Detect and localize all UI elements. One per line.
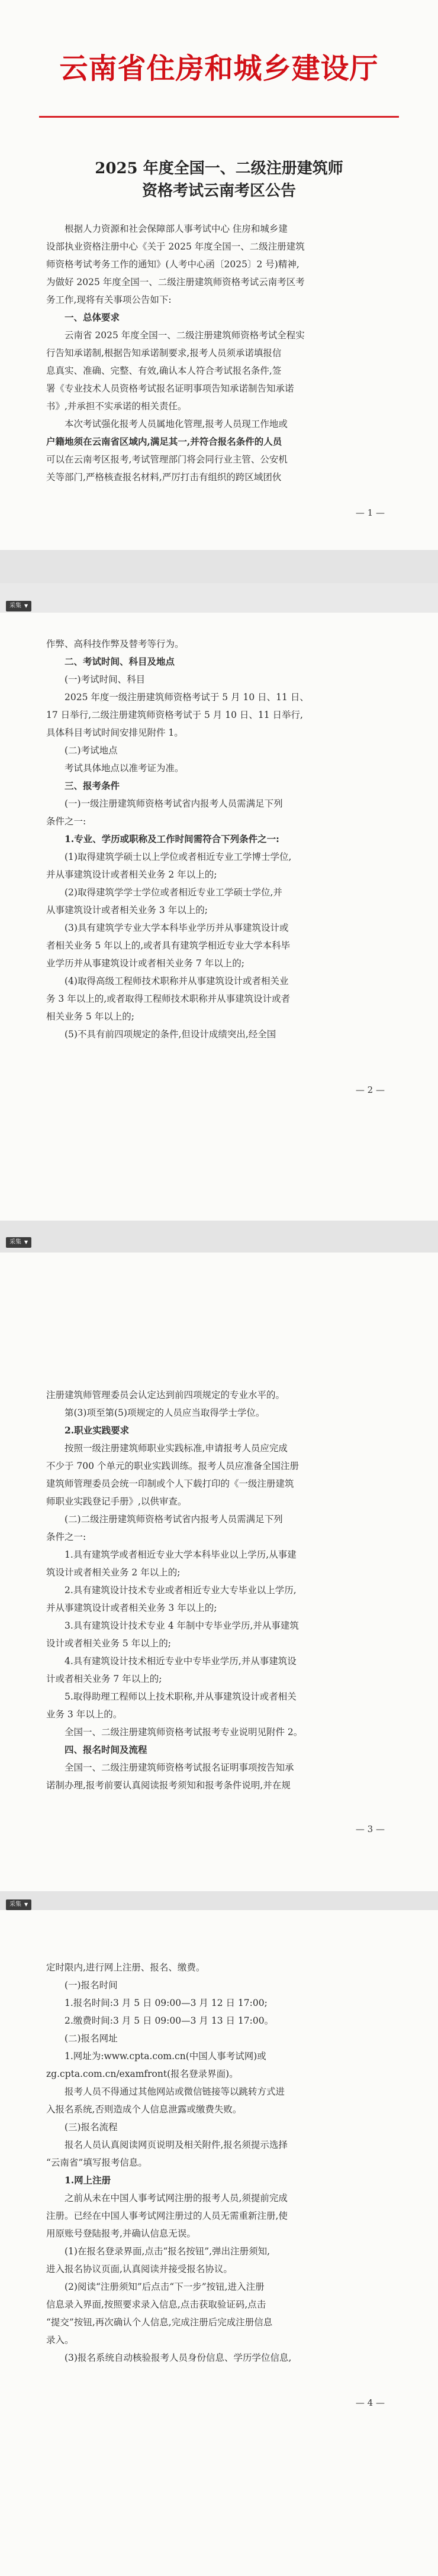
section-heading: 三、报考条件 [65, 780, 120, 791]
text-line: 录入。 [46, 2335, 74, 2345]
caret-down-icon: ▼ [24, 1902, 28, 1907]
text-line: (二)报名网址 [65, 2033, 118, 2044]
collect-button[interactable] [6, 601, 31, 611]
text-line: 师资格考试考务工作的通知》(人考中心函〔2025〕2 号)精神, [46, 259, 299, 270]
text-line: 从事建筑设计或者相关业务 3 年以上的; [46, 905, 208, 915]
text-line: “云南省”填写报考信息。 [46, 2157, 147, 2168]
text-line: (3)具有建筑学专业大学本科毕业学历并从事建筑设计或 [65, 923, 289, 933]
text-line: 署《专业技术人员资格考试报名证明事项告知承诺制告知承诺 [46, 383, 294, 394]
text-line: 用原账号登陆报考,并确认信息无误。 [46, 2228, 196, 2239]
text-line: 注册。已经在中国人事考试网注册过的人员无需重新注册,使 [46, 2211, 288, 2221]
text-line: 务 3 年以上的,或者取得工程师技术职称并从事建筑设计或者 [46, 993, 291, 1004]
text-line: 报考人员不得通过其他网站或微信链接等以跳转方式进 [65, 2086, 285, 2097]
document-page-4 [0, 1910, 438, 2576]
collect-button[interactable] [6, 1237, 31, 1248]
page-number: — 4 — [355, 2397, 385, 2408]
text-line: 条件之一: [46, 1532, 86, 1542]
text-line: (三)报名流程 [65, 2122, 118, 2132]
text-line: (1)取得建筑学硕士以上学位或者相近专业工学博士学位, [65, 852, 292, 862]
text-line: 1.报名时间:3 月 5 日 09:00—3 月 12 日 17:00; [65, 1998, 268, 2008]
text-line: (2)阅读“注册须知”后点击“下一步”按钮,进入注册 [65, 2281, 265, 2292]
text-line-bold: 1.专业、学历或职称及工作时间需符合下列条件之一: [65, 833, 279, 844]
text-line: 不少于 700 个单元的职业实践训练。报考人员应准备全国注册 [46, 1461, 299, 1471]
text-line: 师职业实践登记手册》,以供审查。 [46, 1496, 187, 1507]
text-line: 5.取得助理工程师以上技术职称,并从事建筑设计或者相关 [65, 1691, 297, 1702]
text-line: 全国一、二级注册建筑师资格考试报名证明事项按告知承 [65, 1762, 294, 1773]
org-header: 云南省住房和城乡建设厅 [59, 52, 379, 85]
header-divider [39, 116, 399, 118]
text-line: 具体科目考试时间安排见附件 1。 [46, 727, 183, 738]
page-gap [0, 550, 438, 583]
text-line: 第(3)项至第(5)项规定的人员应当取得学士学位。 [65, 1407, 265, 1418]
page-number: — 2 — [355, 1085, 385, 1095]
doc-title-line1: 2025 年度全国一、二级注册建筑师 [95, 160, 343, 177]
text-line: 本次考试强化报考人员属地化管理,报考人员现工作地或 [65, 419, 288, 429]
text-line: (1)在报名登录界面,点击“报名按钮”,弹出注册须知, [65, 2246, 270, 2257]
text-line: 设部执业资格注册中心《关于 2025 年度全国一、二级注册建筑 [46, 241, 305, 252]
caret-down-icon: ▼ [24, 603, 28, 609]
text-line: 全国一、二级注册建筑师资格考试报考专业说明见附件 2。 [65, 1727, 303, 1737]
text-line: 建筑师管理委员会统一印制或个人下载打印的《一级注册建筑 [46, 1478, 294, 1489]
text-line: (二)二级注册建筑师资格考试省内报考人员需满足下列 [65, 1514, 283, 1525]
text-line: 书》,并承担不实承诺的相关责任。 [46, 401, 187, 412]
collect-label: 采集 [9, 1239, 21, 1245]
text-line: 17 日举行,二级注册建筑师资格考试于 5 月 10 日、11 日举行, [46, 710, 303, 720]
text-line: 计或者相关业务 7 年以上的; [46, 1674, 162, 1684]
text-line: (一)报名时间 [65, 1980, 118, 1991]
text-line: 2.具有建筑设计技术专业或者相近专业大专毕业以上学历, [65, 1585, 297, 1596]
text-line: 行告知承诺制,根据告知承诺制要求,报考人员须承诺填报信 [46, 348, 282, 358]
caret-down-icon: ▼ [24, 1240, 28, 1245]
text-line: 按照一级注册建筑师职业实践标准,申请报考人员应完成 [65, 1443, 288, 1454]
page-gap [0, 1891, 438, 1910]
page-number: — 1 — [355, 507, 385, 518]
text-line: 者相关业务 5 年以上的,或者具有建筑学相近专业大学本科毕 [46, 940, 291, 951]
document-page-1 [0, 0, 438, 550]
text-line: 1.网址为:www.cpta.com.cn(中国人事考试网)或 [65, 2051, 266, 2062]
section-heading: 一、总体要求 [65, 312, 120, 323]
document-page-2 [0, 613, 438, 1221]
text-line: 2.缴费时间:3 月 5 日 09:00—3 月 13 日 17:00。 [65, 2015, 274, 2026]
text-line: 2025 年度一级注册建筑师资格考试于 5 月 10 日、11 日、 [65, 692, 309, 703]
text-line-bold: 户籍地须在云南省区域内,满足其一,并符合报名条件的人员 [46, 436, 282, 447]
section-heading: 二、考试时间、科目及地点 [65, 656, 175, 667]
text-line: (一)一级注册建筑师资格考试省内报考人员需满足下列 [65, 798, 283, 809]
text-line: 筑设计或者相关业务 2 年以上的; [46, 1567, 181, 1578]
text-line: 考试具体地点以准考证为准。 [65, 763, 184, 774]
text-line: “提交”按钮,再次确认个人信息,完成注册后完成注册信息 [46, 2317, 273, 2328]
text-line: 入报名系统,否则造成个人信息泄露或缴费失败。 [46, 2104, 242, 2115]
section-heading: 四、报名时间及流程 [65, 1744, 147, 1755]
collect-button[interactable] [6, 1899, 31, 1910]
text-line: 3.具有建筑设计技术专业 4 年制中专毕业学历,并从事建筑 [65, 1620, 299, 1631]
text-line: (5)不具有前四项规定的条件,但设计成绩突出,经全国 [65, 1029, 276, 1040]
text-line: 业学历并从事建筑设计或者相关业务 7 年以上的; [46, 958, 244, 969]
text-line: 报名人员认真阅读网页说明及相关附件,报名须提示选择 [65, 2140, 288, 2150]
collect-label: 采集 [9, 603, 21, 609]
text-line-bold: 1.网上注册 [65, 2174, 111, 2186]
text-line: (2)取得建筑学学士学位或者相近专业工学硕士学位,并 [65, 887, 282, 898]
text-line: (3)报名系统自动核验报考人员身份信息、学历学位信息, [65, 2352, 292, 2363]
text-line: 为做好 2025 年度全国一、二级注册建筑师资格考试云南考区考 [46, 277, 305, 287]
doc-title-line2: 资格考试云南考区公告 [141, 182, 296, 200]
text-line: (二)考试地点 [65, 745, 118, 756]
text-line: 根据人力资源和社会保障部人事考试中心 住房和城乡建 [65, 224, 288, 234]
text-line: 可以在云南考区报考,考试管理部门将会同行业主管、公安机 [46, 454, 288, 465]
text-line: 诺制办理,报考前要认真阅读报考须知和报考条件说明,并在规 [46, 1780, 291, 1791]
text-line: 务工作,现将有关事项公告如下: [46, 295, 172, 305]
text-line: 之前从未在中国人事考试网注册的报考人员,须提前完成 [65, 2193, 288, 2203]
text-line: 4.具有建筑设计技术相近专业中专毕业学历,并从事建筑设 [65, 1656, 297, 1666]
text-line: 注册建筑师管理委员会认定达到前四项规定的专业水平的。 [46, 1390, 285, 1400]
text-line: zg.cpta.com.cn/examfront(报名登录界面)。 [46, 2069, 239, 2079]
text-line: 云南省 2025 年度全国一、二级注册建筑师资格考试全程实 [65, 330, 305, 341]
text-line: 相关业务 5 年以上的; [46, 1011, 134, 1022]
text-line: 定时限内,进行网上注册、报名、缴费。 [46, 1962, 205, 1973]
document-page-3 [0, 1253, 438, 1891]
text-line: 并从事建筑设计或者相关业务 3 年以上的; [46, 1603, 217, 1613]
text-line-bold: 2.职业实践要求 [65, 1425, 130, 1436]
text-line: 关等部门,严格核查报名材料,严厉打击有组织的跨区域团伙 [46, 472, 282, 483]
text-line: 进入报名协议页面,认真阅读并接受报名协议。 [46, 2264, 233, 2274]
page-number: — 3 — [355, 1824, 385, 1834]
text-line: (一)考试时间、科目 [65, 674, 146, 685]
text-line: (4)取得高级工程师技术职称并从事建筑设计或者相关业 [65, 976, 289, 986]
text-line: 1.具有建筑学或者相近专业大学本科毕业以上学历,从事建 [65, 1549, 297, 1560]
text-line: 业务 3 年以上的。 [46, 1709, 123, 1720]
text-line: 作弊、高科技作弊及替考等行为。 [46, 639, 184, 649]
text-line: 息真实、准确、完整、有效,确认本人符合考试报名条件,签 [46, 365, 282, 376]
text-line: 并从事建筑设计或者相关业务 2 年以上的; [46, 869, 217, 880]
text-line: 设计或者相关业务 5 年以上的; [46, 1638, 171, 1649]
collect-label: 采集 [9, 1901, 21, 1908]
text-line: 条件之一: [46, 816, 86, 827]
page-gap [0, 1221, 438, 1253]
text-line: 信息录入界面,按照要求录入信息,点击获取验证码,点击 [46, 2299, 266, 2310]
